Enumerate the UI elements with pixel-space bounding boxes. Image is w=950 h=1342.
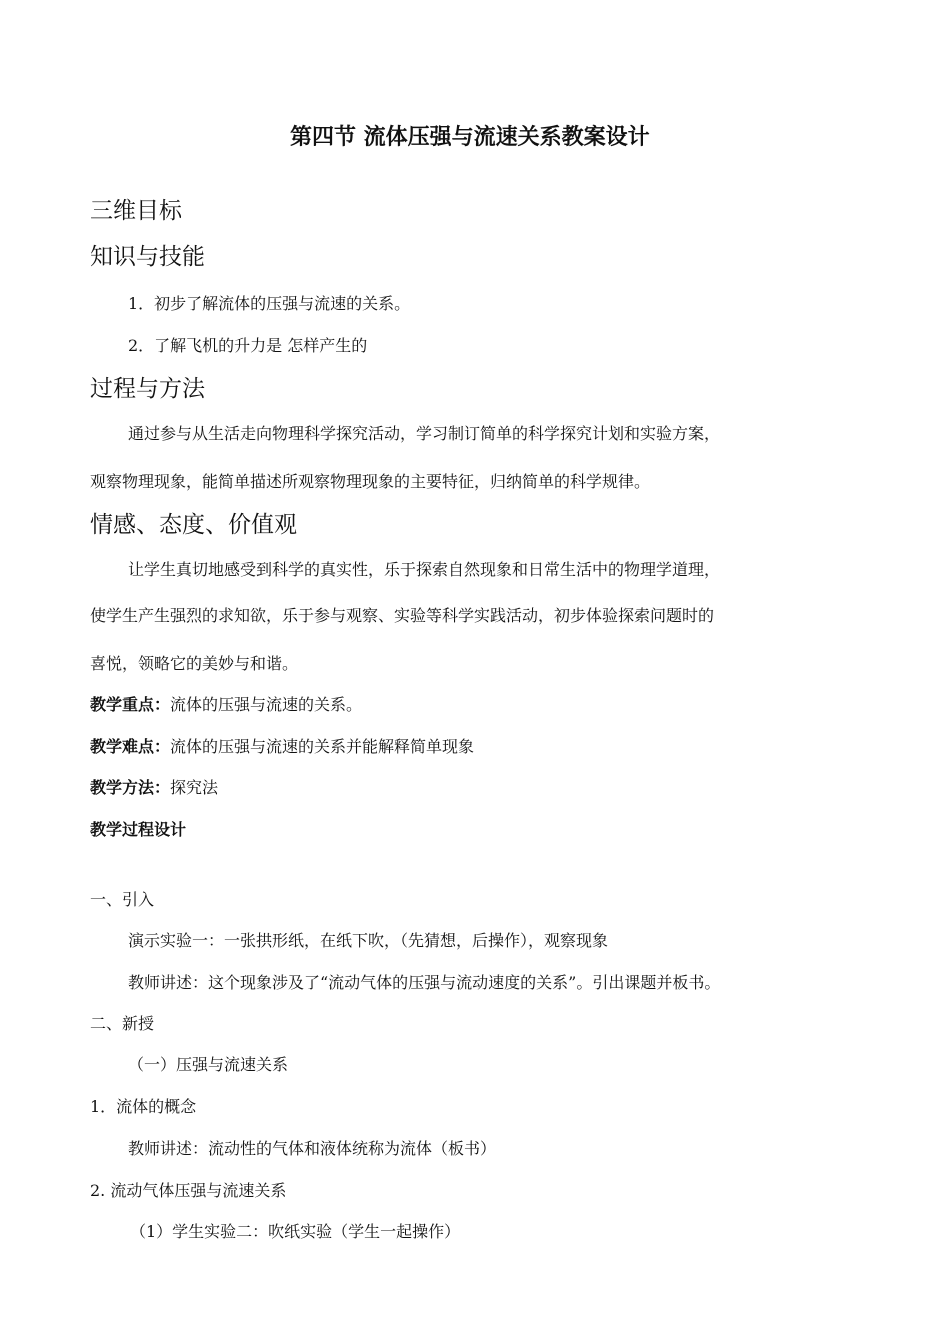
document-title: 第四节 流体压强与流速关系教案设计 xyxy=(290,124,650,150)
teaching-focus xyxy=(90,697,362,713)
emotion-paragraph-line: 使学生产生强烈的求知欲，乐于参与观察、实验等科学实践活动，初步体验探索问题时的 xyxy=(90,606,715,625)
knowledge-item: 2．了解飞机的升力是 怎样产生的 xyxy=(128,336,368,355)
process-paragraph-line: 观察物理现象，能简单描述所观察物理现象的主要特征，归纳简单的科学规律。 xyxy=(90,472,651,491)
list-item-text: （1）学生实验二：吹纸实验（学生一起操作） xyxy=(130,1222,461,1241)
teaching-difficulty-value: 流体的压强与流速的关系并能解释简单现象 xyxy=(170,737,475,756)
intro-line: 教师讲述：这个现象涉及了“流动气体的压强与流动速度的关系”。引出课题并板书。 xyxy=(128,973,721,992)
goals-heading: 三维目标 xyxy=(90,198,182,224)
intro-heading: 一、引入 xyxy=(90,890,155,909)
teaching-method xyxy=(90,780,218,796)
teaching-method-value: 探究法 xyxy=(170,778,219,797)
list-item-text: 教师讲述：流动性的气体和液体统称为流体（板书） xyxy=(128,1139,497,1158)
emotion-paragraph-line: 喜悦，领略它的美妙与和谐。 xyxy=(90,654,299,673)
emotion-paragraph-line: 让学生真切地感受到科学的真实性，乐于探索自然现象和日常生活中的物理学道理， xyxy=(128,560,721,579)
process-paragraph-line: 通过参与从生活走向物理科学探究活动，学习制订简单的科学探究计划和实验方案， xyxy=(128,424,721,443)
teaching-difficulty xyxy=(90,739,474,755)
list-item: 1．流体的概念 xyxy=(90,1097,197,1116)
subsection-heading: （一）压强与流速关系 xyxy=(128,1055,289,1074)
teaching-focus-value: 流体的压强与流速的关系。 xyxy=(170,695,363,714)
knowledge-heading: 知识与技能 xyxy=(90,244,205,270)
teaching-focus-label: 教学重点： xyxy=(90,695,171,714)
intro-line: 演示实验一：一张拱形纸，在纸下吹，（先猜想，后操作），观察现象 xyxy=(128,931,609,950)
new-lesson-heading: 二、新授 xyxy=(90,1014,155,1033)
teaching-method-label: 教学方法： xyxy=(90,778,171,797)
teaching-difficulty-label: 教学难点： xyxy=(90,737,171,756)
emotion-heading: 情感、态度、价值观 xyxy=(90,512,297,538)
knowledge-item: 1．初步了解流体的压强与流速的关系。 xyxy=(128,294,411,313)
teaching-process-design-heading: 教学过程设计 xyxy=(90,820,187,839)
list-item: 2. 流动气体压强与流速关系 xyxy=(90,1181,287,1200)
process-heading: 过程与方法 xyxy=(90,376,205,402)
